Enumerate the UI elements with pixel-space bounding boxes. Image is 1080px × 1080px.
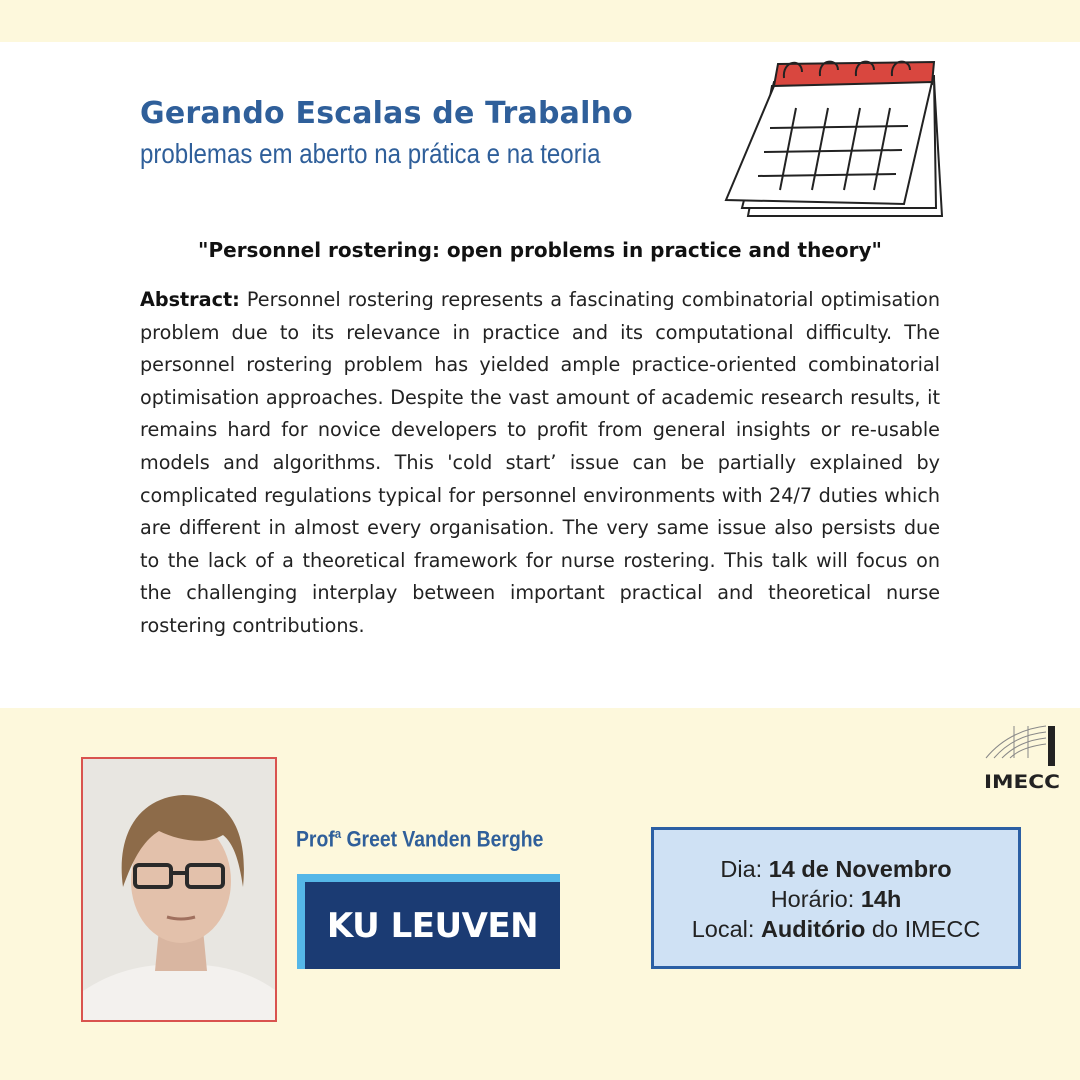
event-day-value: 14 de Novembro [768, 856, 952, 882]
abstract-label: Abstract: [140, 288, 240, 311]
speaker-photo [81, 757, 277, 1022]
imecc-logo [984, 722, 1062, 792]
page-subtitle: problemas em aberto na prática e na teoria [140, 138, 601, 169]
event-time-label: Horário: [770, 886, 855, 912]
event-place-line [654, 914, 1018, 944]
event-day-line [654, 854, 1018, 884]
speaker-fullname: Greet Vanden Berghe [346, 826, 544, 852]
top-band [0, 0, 1080, 42]
event-place-label: Local: [691, 916, 755, 942]
talk-title: "Personnel rostering: open problems in practice and theory" [198, 238, 882, 262]
event-time-value: 14h [860, 886, 902, 912]
ku-leuven-logo [297, 874, 560, 969]
abstract-paragraph [140, 284, 940, 643]
event-info-box [651, 827, 1021, 969]
ku-leuven-logo-panel [305, 882, 560, 969]
event-place-suffix: do IMECC [871, 916, 981, 942]
event-place-value: Auditório [760, 916, 866, 942]
speaker-prefix-superscript: a [334, 826, 342, 841]
page-title: Gerando Escalas de Trabalho [140, 96, 633, 131]
speaker-name [296, 826, 543, 852]
event-day-label: Dia: [720, 856, 763, 882]
imecc-logo-text: IMECC [984, 771, 1060, 792]
event-time-line [654, 884, 1018, 914]
abstract-text: Personnel rostering represents a fascinating combinatorial optimisation problem due to its relevance in practice and its computational difficulty. The personnel rostering problem has yielded ample practice-oriented combinatorial optimisation approaches. Despite the vast amount of academic research results, it remains hard for novice developers to profit from general insights or re-usable models and algorithms. This 'cold start’ issue can be partially explained by complicated regulations typical for personnel environments with 24/7 duties which are different in almost every organisation. The very same issue also persists due to the lack of a theoretical framework for nurse rostering. This talk will focus on the challenging interplay between important practical and theoretical nurse rostering contributions. [140, 288, 940, 637]
ku-leuven-logo-text: KU LEUVEN [326, 905, 539, 946]
speaker-portrait-image [83, 759, 277, 1022]
speaker-prefix: Prof [296, 826, 335, 852]
calendar-icon [722, 56, 946, 222]
